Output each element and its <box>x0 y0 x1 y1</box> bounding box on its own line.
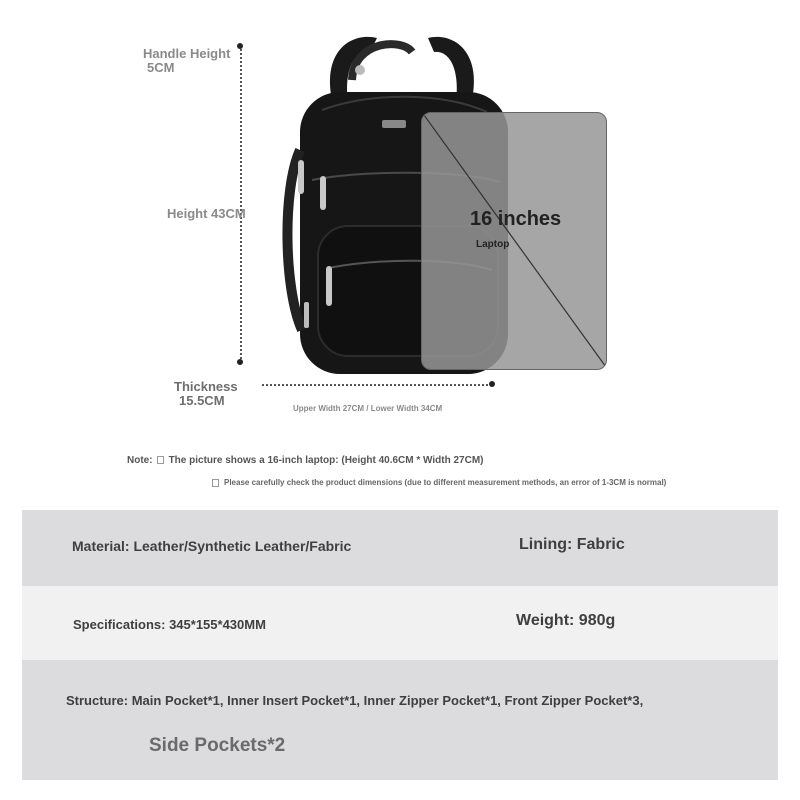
lining-spec: Lining: Fabric <box>519 536 625 553</box>
missing-glyph-icon <box>157 456 164 464</box>
thickness-label-line1: Thickness <box>174 379 238 394</box>
structure-spec-line2: Side Pockets*2 <box>149 735 286 756</box>
height-guide-bottom-dot <box>237 359 243 365</box>
missing-glyph-icon <box>212 479 219 487</box>
thickness-value: 15.5CM <box>179 393 225 408</box>
laptop-size-subtitle: Laptop <box>476 239 510 250</box>
note-line-2 <box>208 478 666 487</box>
width-guide-right-dot <box>489 381 495 387</box>
handle-height-value: 5CM <box>147 60 175 75</box>
note-text-2: Please carefully check the product dimensions (due to different measurement methods, an error of 1-3CM is normal) <box>224 478 667 487</box>
note-prefix: Note: <box>127 455 153 466</box>
width-guide-line <box>262 384 492 386</box>
height-guide-line <box>240 46 242 362</box>
weight-spec: Weight: 980g <box>516 612 616 629</box>
thickness-label <box>174 380 238 408</box>
laptop-diagonal-line <box>422 113 607 370</box>
structure-spec-line1: Structure: Main Pocket*1, Inner Insert Pocket*1, Inner Zipper Pocket*1, Front Zipper Pocket*3, <box>66 693 644 708</box>
handle-height-label <box>143 47 230 75</box>
material-spec: Material: Leather/Synthetic Leather/Fabric <box>72 538 352 554</box>
handle-height-label-line1: Handle Height <box>143 46 231 61</box>
width-label: Upper Width 27CM / Lower Width 34CM <box>293 404 443 413</box>
height-label: Height 43CM <box>167 206 246 221</box>
dimensions-spec: Specifications: 345*155*430MM <box>73 617 266 632</box>
laptop-size-title: 16 inches <box>470 208 562 230</box>
laptop-overlay <box>421 112 607 370</box>
spec-row-3 <box>22 660 778 780</box>
note-text-1: The picture shows a 16-inch laptop: (Height 40.6CM * Width 27CM) <box>168 455 484 466</box>
height-guide-top-dot <box>237 43 243 49</box>
note-line-1 <box>127 455 484 466</box>
